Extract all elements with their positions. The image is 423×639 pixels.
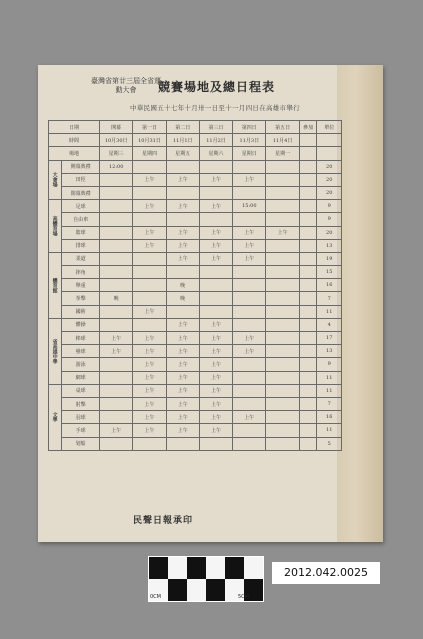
- schedule-cell: [133, 213, 166, 226]
- schedule-cell: 上午: [166, 239, 199, 252]
- schedule-cell: 上午: [199, 318, 232, 331]
- schedule-cell: 上午: [166, 358, 199, 371]
- schedule-cell: [166, 305, 199, 318]
- table-row: [49, 292, 342, 305]
- header-cell: [317, 134, 342, 147]
- schedule-cell: 上午: [100, 345, 133, 358]
- notes-cell: [299, 371, 317, 384]
- header-cell: 開幕: [100, 121, 133, 134]
- schedule-cell: [233, 318, 266, 331]
- event-label: 網球: [62, 371, 100, 384]
- event-label: 拳擊: [62, 292, 100, 305]
- units-cell: 7: [317, 397, 342, 410]
- schedule-cell: [266, 239, 299, 252]
- printer-credit: 民聲日報承印: [133, 516, 194, 526]
- header-cell: 第二日: [166, 121, 199, 134]
- notes-cell: [299, 266, 317, 279]
- schedule-cell: 上午: [133, 397, 166, 410]
- schedule-cell: [199, 279, 232, 292]
- schedule-cell: [133, 252, 166, 265]
- event-label: 舉重: [62, 279, 100, 292]
- event-label: 射擊: [62, 397, 100, 410]
- table-row: [49, 266, 342, 279]
- schedule-cell: [266, 358, 299, 371]
- notes-cell: [299, 345, 317, 358]
- subtitle: 中華民國五十七年十月卅一日至十一月四日在高雄市舉行: [130, 104, 300, 112]
- event-label: 棒球: [62, 332, 100, 345]
- notes-cell: [299, 292, 317, 305]
- document-page: [38, 65, 383, 542]
- units-cell: 9: [317, 200, 342, 213]
- schedule-cell: 上午: [133, 332, 166, 345]
- schedule-cell: [266, 200, 299, 213]
- units-cell: 9: [317, 213, 342, 226]
- schedule-cell: [199, 437, 232, 450]
- units-cell: 16: [317, 411, 342, 424]
- header-cell: 星期日: [233, 147, 266, 160]
- schedule-cell: [100, 226, 133, 239]
- notes-cell: [299, 305, 317, 318]
- event-label: 划船: [62, 437, 100, 450]
- header-cell: 11月2日: [199, 134, 232, 147]
- table-row: [49, 200, 342, 213]
- units-cell: 20: [317, 186, 342, 199]
- header-cell: [317, 147, 342, 160]
- schedule-cell: 上午: [166, 318, 199, 331]
- schedule-cell: 上午: [199, 411, 232, 424]
- units-cell: 13: [317, 239, 342, 252]
- schedule-cell: [266, 292, 299, 305]
- units-cell: 11: [317, 424, 342, 437]
- schedule-cell: [233, 437, 266, 450]
- table-row: [49, 358, 342, 371]
- table-row: [49, 345, 342, 358]
- schedule-cell: 上午: [166, 173, 199, 186]
- schedule-cell: [100, 437, 133, 450]
- table-row: [49, 371, 342, 384]
- schedule-cell: 上午: [233, 411, 266, 424]
- notes-cell: [299, 318, 317, 331]
- event-label: 田徑: [62, 173, 100, 186]
- event-label: 足球: [62, 200, 100, 213]
- schedule-cell: 上午: [100, 332, 133, 345]
- venue-group-label: 高體育場: [49, 200, 62, 253]
- schedule-cell: 上午: [199, 226, 232, 239]
- binding-spine: [337, 65, 383, 542]
- schedule-cell: [133, 437, 166, 450]
- schedule-cell: 上午: [133, 384, 166, 397]
- schedule-cell: [100, 239, 133, 252]
- schedule-cell: 上午: [199, 252, 232, 265]
- table-row: [49, 332, 342, 345]
- schedule-cell: 上午: [166, 397, 199, 410]
- schedule-cell: [166, 160, 199, 173]
- header-cell: 星期三: [100, 147, 133, 160]
- schedule-cell: 上午: [133, 411, 166, 424]
- schedule-cell: 上午: [133, 371, 166, 384]
- accession-number: 2012.042.0025: [272, 562, 380, 584]
- units-cell: 7: [317, 292, 342, 305]
- notes-cell: [299, 358, 317, 371]
- schedule-cell: [166, 213, 199, 226]
- schedule-cell: [233, 279, 266, 292]
- event-label: 籃球: [62, 226, 100, 239]
- schedule-cell: 上午: [199, 239, 232, 252]
- schedule-cell: 上午: [166, 384, 199, 397]
- schedule-table: [48, 120, 342, 451]
- notes-cell: [299, 411, 317, 424]
- schedule-cell: 上午: [133, 200, 166, 213]
- schedule-cell: 上午: [166, 424, 199, 437]
- header-cell: 10月31日: [133, 134, 166, 147]
- schedule-cell: [133, 279, 166, 292]
- schedule-cell: [199, 213, 232, 226]
- table-row: [49, 226, 342, 239]
- table-row: [49, 437, 342, 450]
- schedule-cell: [100, 200, 133, 213]
- schedule-cell: [233, 397, 266, 410]
- units-cell: 11: [317, 371, 342, 384]
- venue-group-label: 文學: [49, 384, 62, 450]
- units-cell: 4: [317, 318, 342, 331]
- schedule-cell: 上午: [233, 252, 266, 265]
- units-cell: 15: [317, 266, 342, 279]
- schedule-cell: [233, 186, 266, 199]
- schedule-cell: [266, 213, 299, 226]
- table-row: [49, 424, 342, 437]
- header-cell: 參加: [299, 121, 317, 134]
- schedule-cell: [100, 371, 133, 384]
- schedule-cell: 上午: [166, 226, 199, 239]
- schedule-cell: [233, 160, 266, 173]
- schedule-cell: [133, 160, 166, 173]
- schedule-cell: 晚: [100, 292, 133, 305]
- schedule-cell: [199, 305, 232, 318]
- schedule-cell: 上午: [266, 226, 299, 239]
- schedule-cell: 上午: [233, 173, 266, 186]
- schedule-cell: [133, 292, 166, 305]
- schedule-cell: [233, 424, 266, 437]
- notes-cell: [299, 226, 317, 239]
- header-cell: 星期六: [199, 147, 232, 160]
- event-label: 國術: [62, 305, 100, 318]
- schedule-cell: [199, 292, 232, 305]
- event-label: 桌球: [62, 384, 100, 397]
- units-cell: 11: [317, 384, 342, 397]
- event-label: 閉幕典禮: [62, 186, 100, 199]
- header-cell: [299, 134, 317, 147]
- notes-cell: [299, 213, 317, 226]
- table-row: [49, 279, 342, 292]
- header-cell: 第四日: [233, 121, 266, 134]
- schedule-cell: [100, 411, 133, 424]
- notes-cell: [299, 239, 317, 252]
- schedule-cell: 上午: [133, 358, 166, 371]
- schedule-cell: [233, 305, 266, 318]
- schedule-cell: [266, 437, 299, 450]
- event-label: 自由車: [62, 213, 100, 226]
- units-cell: 20: [317, 160, 342, 173]
- schedule-cell: 上午: [133, 173, 166, 186]
- notes-cell: [299, 186, 317, 199]
- notes-cell: [299, 279, 317, 292]
- event-label: 開幕典禮: [62, 160, 100, 173]
- event-label: 壘球: [62, 345, 100, 358]
- schedule-cell: 上午: [199, 345, 232, 358]
- schedule-cell: 上午: [199, 424, 232, 437]
- units-cell: 9: [317, 358, 342, 371]
- header-cell: 時間: [49, 134, 100, 147]
- schedule-cell: 晚: [166, 279, 199, 292]
- header-cell: 11月3日: [233, 134, 266, 147]
- schedule-cell: [100, 397, 133, 410]
- venue-group-label: 省高雄中學: [49, 318, 62, 384]
- notes-cell: [299, 200, 317, 213]
- table-row: [49, 173, 342, 186]
- notes-cell: [299, 160, 317, 173]
- table-row: [49, 213, 342, 226]
- notes-cell: [299, 424, 317, 437]
- schedule-cell: 上午: [166, 252, 199, 265]
- schedule-cell: 上午: [100, 424, 133, 437]
- units-cell: 20: [317, 173, 342, 186]
- notes-cell: [299, 437, 317, 450]
- schedule-cell: [233, 384, 266, 397]
- table-row: [49, 384, 342, 397]
- units-cell: 19: [317, 252, 342, 265]
- units-cell: 20: [317, 226, 342, 239]
- schedule-cell: 晚: [166, 292, 199, 305]
- event-label: 排球: [62, 239, 100, 252]
- header-cell: 11月1日: [166, 134, 199, 147]
- schedule-cell: [233, 266, 266, 279]
- header-cell: 第一日: [133, 121, 166, 134]
- table-row: [49, 411, 342, 424]
- schedule-cell: [199, 160, 232, 173]
- schedule-cell: 上午: [233, 239, 266, 252]
- notes-cell: [299, 332, 317, 345]
- schedule-cell: [133, 186, 166, 199]
- schedule-cell: [266, 424, 299, 437]
- header-cell: 11月4日: [266, 134, 299, 147]
- event-label: 摔角: [62, 266, 100, 279]
- event-label: 柔道: [62, 252, 100, 265]
- schedule-cell: [233, 358, 266, 371]
- header-cell: 10月30日: [100, 134, 133, 147]
- units-cell: 13: [317, 345, 342, 358]
- schedule-cell: 上午: [133, 424, 166, 437]
- schedule-cell: [133, 318, 166, 331]
- schedule-cell: [266, 279, 299, 292]
- schedule-cell: [266, 252, 299, 265]
- schedule-cell: [199, 266, 232, 279]
- event-name: 臺灣省第廿三屆全省運動大會: [91, 77, 161, 94]
- schedule-cell: 上午: [133, 226, 166, 239]
- schedule-cell: [266, 186, 299, 199]
- schedule-cell: [266, 384, 299, 397]
- venue-group-label: 體育館: [49, 252, 62, 318]
- schedule-cell: 15:00: [233, 200, 266, 213]
- schedule-cell: 上午: [233, 226, 266, 239]
- schedule-cell: [266, 397, 299, 410]
- schedule-cell: [266, 345, 299, 358]
- schedule-cell: [133, 266, 166, 279]
- schedule-cell: 上午: [199, 384, 232, 397]
- schedule-cell: [100, 318, 133, 331]
- units-cell: 17: [317, 332, 342, 345]
- table-row: [49, 305, 342, 318]
- schedule-cell: [100, 266, 133, 279]
- notes-cell: [299, 173, 317, 186]
- schedule-cell: [266, 305, 299, 318]
- units-cell: 5: [317, 437, 342, 450]
- schedule-cell: [266, 411, 299, 424]
- schedule-cell: [233, 213, 266, 226]
- schedule-cell: 上午: [199, 200, 232, 213]
- event-label: 游泳: [62, 358, 100, 371]
- table-row: [49, 239, 342, 252]
- event-label: 手球: [62, 424, 100, 437]
- header-cell: [299, 147, 317, 160]
- header-cell: 星期四: [133, 147, 166, 160]
- table-row: [49, 252, 342, 265]
- header-row: [49, 134, 342, 147]
- schedule-cell: 上午: [166, 332, 199, 345]
- page-title: 競賽場地及總日程表: [158, 80, 276, 94]
- schedule-cell: [233, 292, 266, 305]
- schedule-cell: [166, 186, 199, 199]
- schedule-cell: [233, 371, 266, 384]
- units-cell: 11: [317, 305, 342, 318]
- schedule-cell: [266, 173, 299, 186]
- header-cell: 第五日: [266, 121, 299, 134]
- scale-label-right: 5CM: [238, 594, 249, 600]
- scale-label-left: 0CM: [150, 594, 161, 600]
- schedule-cell: 上午: [199, 358, 232, 371]
- schedule-cell: 上午: [199, 397, 232, 410]
- schedule-cell: 上午: [199, 332, 232, 345]
- schedule-cell: [199, 186, 232, 199]
- schedule-cell: 上午: [166, 371, 199, 384]
- event-label: 羽球: [62, 411, 100, 424]
- schedule-cell: 上午: [166, 345, 199, 358]
- notes-cell: [299, 397, 317, 410]
- schedule-cell: [100, 384, 133, 397]
- schedule-cell: 上午: [133, 239, 166, 252]
- schedule-cell: 上午: [133, 345, 166, 358]
- schedule-cell: 上午: [233, 345, 266, 358]
- schedule-cell: [100, 186, 133, 199]
- schedule-cell: [100, 305, 133, 318]
- schedule-cell: [166, 437, 199, 450]
- schedule-cell: [266, 266, 299, 279]
- units-cell: 16: [317, 279, 342, 292]
- schedule-cell: 上午: [233, 332, 266, 345]
- table-row: [49, 397, 342, 410]
- schedule-cell: [100, 358, 133, 371]
- header-cell: 星期一: [266, 147, 299, 160]
- schedule-cell: [166, 266, 199, 279]
- schedule-cell: [100, 252, 133, 265]
- schedule-cell: 12:00: [100, 160, 133, 173]
- schedule-cell: 上午: [166, 411, 199, 424]
- schedule-cell: 上午: [166, 200, 199, 213]
- header-row: [49, 121, 342, 134]
- table-row: [49, 186, 342, 199]
- venue-group-label: 大會場: [49, 160, 62, 200]
- schedule-cell: 上午: [199, 173, 232, 186]
- table-row: [49, 318, 342, 331]
- event-label: 體操: [62, 318, 100, 331]
- table-row: [49, 160, 342, 173]
- schedule-cell: 上午: [133, 305, 166, 318]
- schedule-cell: 上午: [199, 371, 232, 384]
- header-cell: 第三日: [199, 121, 232, 134]
- notes-cell: [299, 384, 317, 397]
- header-cell: 場地: [49, 147, 100, 160]
- schedule-cell: [100, 279, 133, 292]
- schedule-cell: [266, 160, 299, 173]
- header-row: [49, 147, 342, 160]
- schedule-cell: [100, 213, 133, 226]
- schedule-cell: [266, 318, 299, 331]
- header-cell: 日期: [49, 121, 100, 134]
- header-cell: 單位: [317, 121, 342, 134]
- header-cell: 星期五: [166, 147, 199, 160]
- schedule-cell: [100, 173, 133, 186]
- schedule-cell: [266, 371, 299, 384]
- notes-cell: [299, 252, 317, 265]
- schedule-cell: [266, 332, 299, 345]
